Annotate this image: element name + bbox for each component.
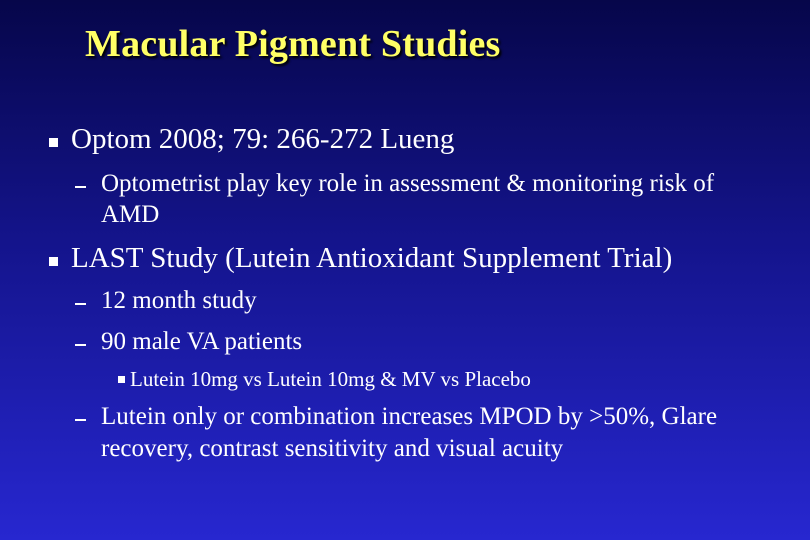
sub-bullet-line-1: Lutein only or combination increases MPOD by >50%, Glare	[101, 403, 718, 430]
square-bullet-icon	[118, 376, 125, 383]
sub-bullet-line-2: AMD	[101, 201, 160, 228]
square-bullet-icon	[49, 257, 58, 266]
sub-bullet-line-1: 12 month study	[101, 287, 257, 314]
dash-bullet-icon	[75, 303, 86, 305]
dash-bullet-icon	[75, 419, 86, 421]
bullet-text: Optom 2008; 79: 266-272 Lueng	[71, 123, 455, 155]
sub-sub-bullet-text: Lutein 10mg vs Lutein 10mg & MV vs Placebo	[130, 367, 531, 391]
slide-title: Macular Pigment Studies	[85, 23, 501, 65]
sub-bullet-line-2: recovery, contrast sensitivity and visual acuity	[101, 435, 564, 462]
dash-bullet-icon	[75, 186, 86, 188]
square-bullet-icon	[49, 138, 58, 147]
bullet-text: LAST Study (Lutein Antioxidant Supplement Trial)	[71, 242, 673, 274]
sub-bullet-line-1: 90 male VA patients	[101, 328, 303, 355]
sub-bullet-line-1: Optometrist play key role in assessment & monitoring risk of	[101, 170, 715, 197]
dash-bullet-icon	[75, 344, 86, 346]
